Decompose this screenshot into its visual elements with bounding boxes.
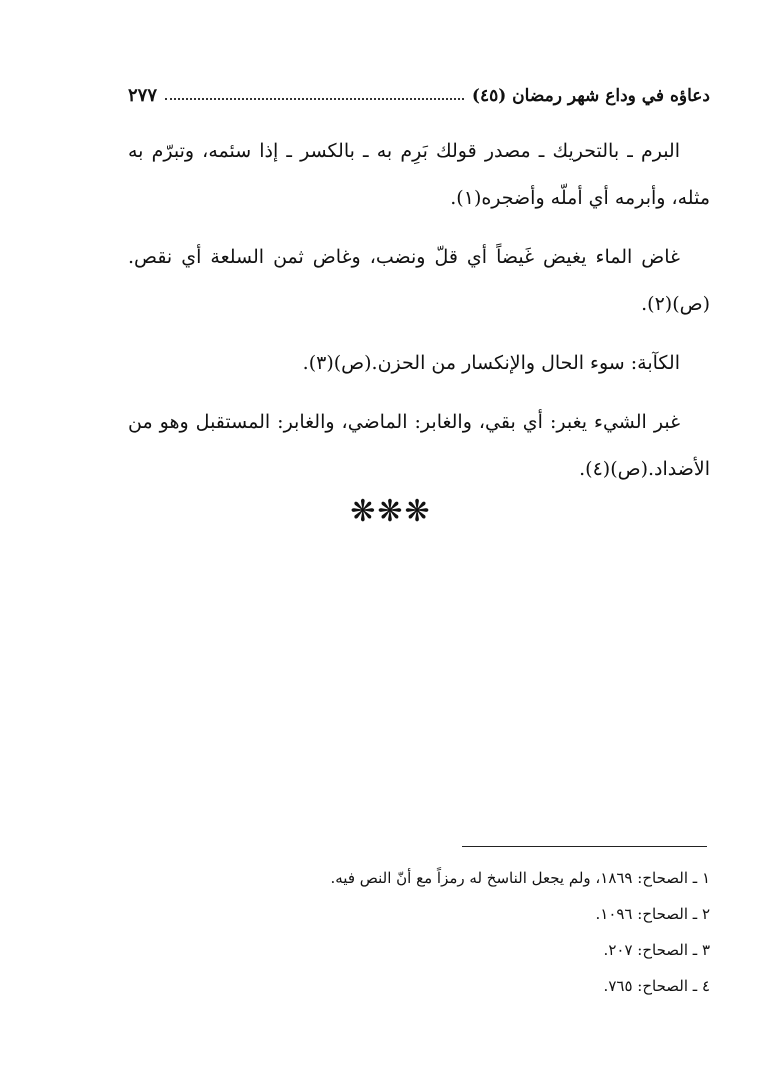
paragraph-ghad: غاض الماء يغيض غَيضاً أي قلّ ونضب، وغاض ثمن السلعة أي نقص.(ص)(٢). <box>128 246 710 315</box>
page-number: ٢٧٧ <box>128 85 158 106</box>
footnote-3: ٣ ـ الصحاح: ٢٠٧. <box>603 941 710 959</box>
main-text <box>128 128 710 505</box>
paragraph-ghabar: غبر الشيء يغبر: أي بقي، والغابر: الماضي، والغابر: المستقبل وهو من الأضداد.(ص)(٤). <box>128 411 710 480</box>
footnotes <box>128 860 710 1004</box>
footnote-divider <box>462 846 707 847</box>
running-header <box>128 72 710 106</box>
running-title: دعاؤه في وداع شهر رمضان (٤٥) <box>471 86 710 106</box>
footnote-4: ٤ ـ الصحاح: ٧٦٥. <box>603 977 710 995</box>
footnote-1: ١ ـ الصحاح: ١٨٦٩، ولم يجعل الناسخ له رمزاً مع أنّ النص فيه. <box>330 869 710 887</box>
section-ornament-icon: ❋❋❋ <box>350 494 432 529</box>
footnote-2: ٢ ـ الصحاح: ١٠٩٦. <box>595 905 710 923</box>
paragraph-kaaba: الكآبة: سوء الحال والإنكسار من الحزن.(ص)(٣). <box>302 352 680 374</box>
paragraph-barm: البرم ـ بالتحريك ـ مصدر قولك بَرِم به ـ بالكسر ـ إذا سئمه، وتبرّم به مثله، وأبرمه أي أملّه وأضجره(١). <box>128 140 710 209</box>
leader-dots <box>165 97 464 100</box>
